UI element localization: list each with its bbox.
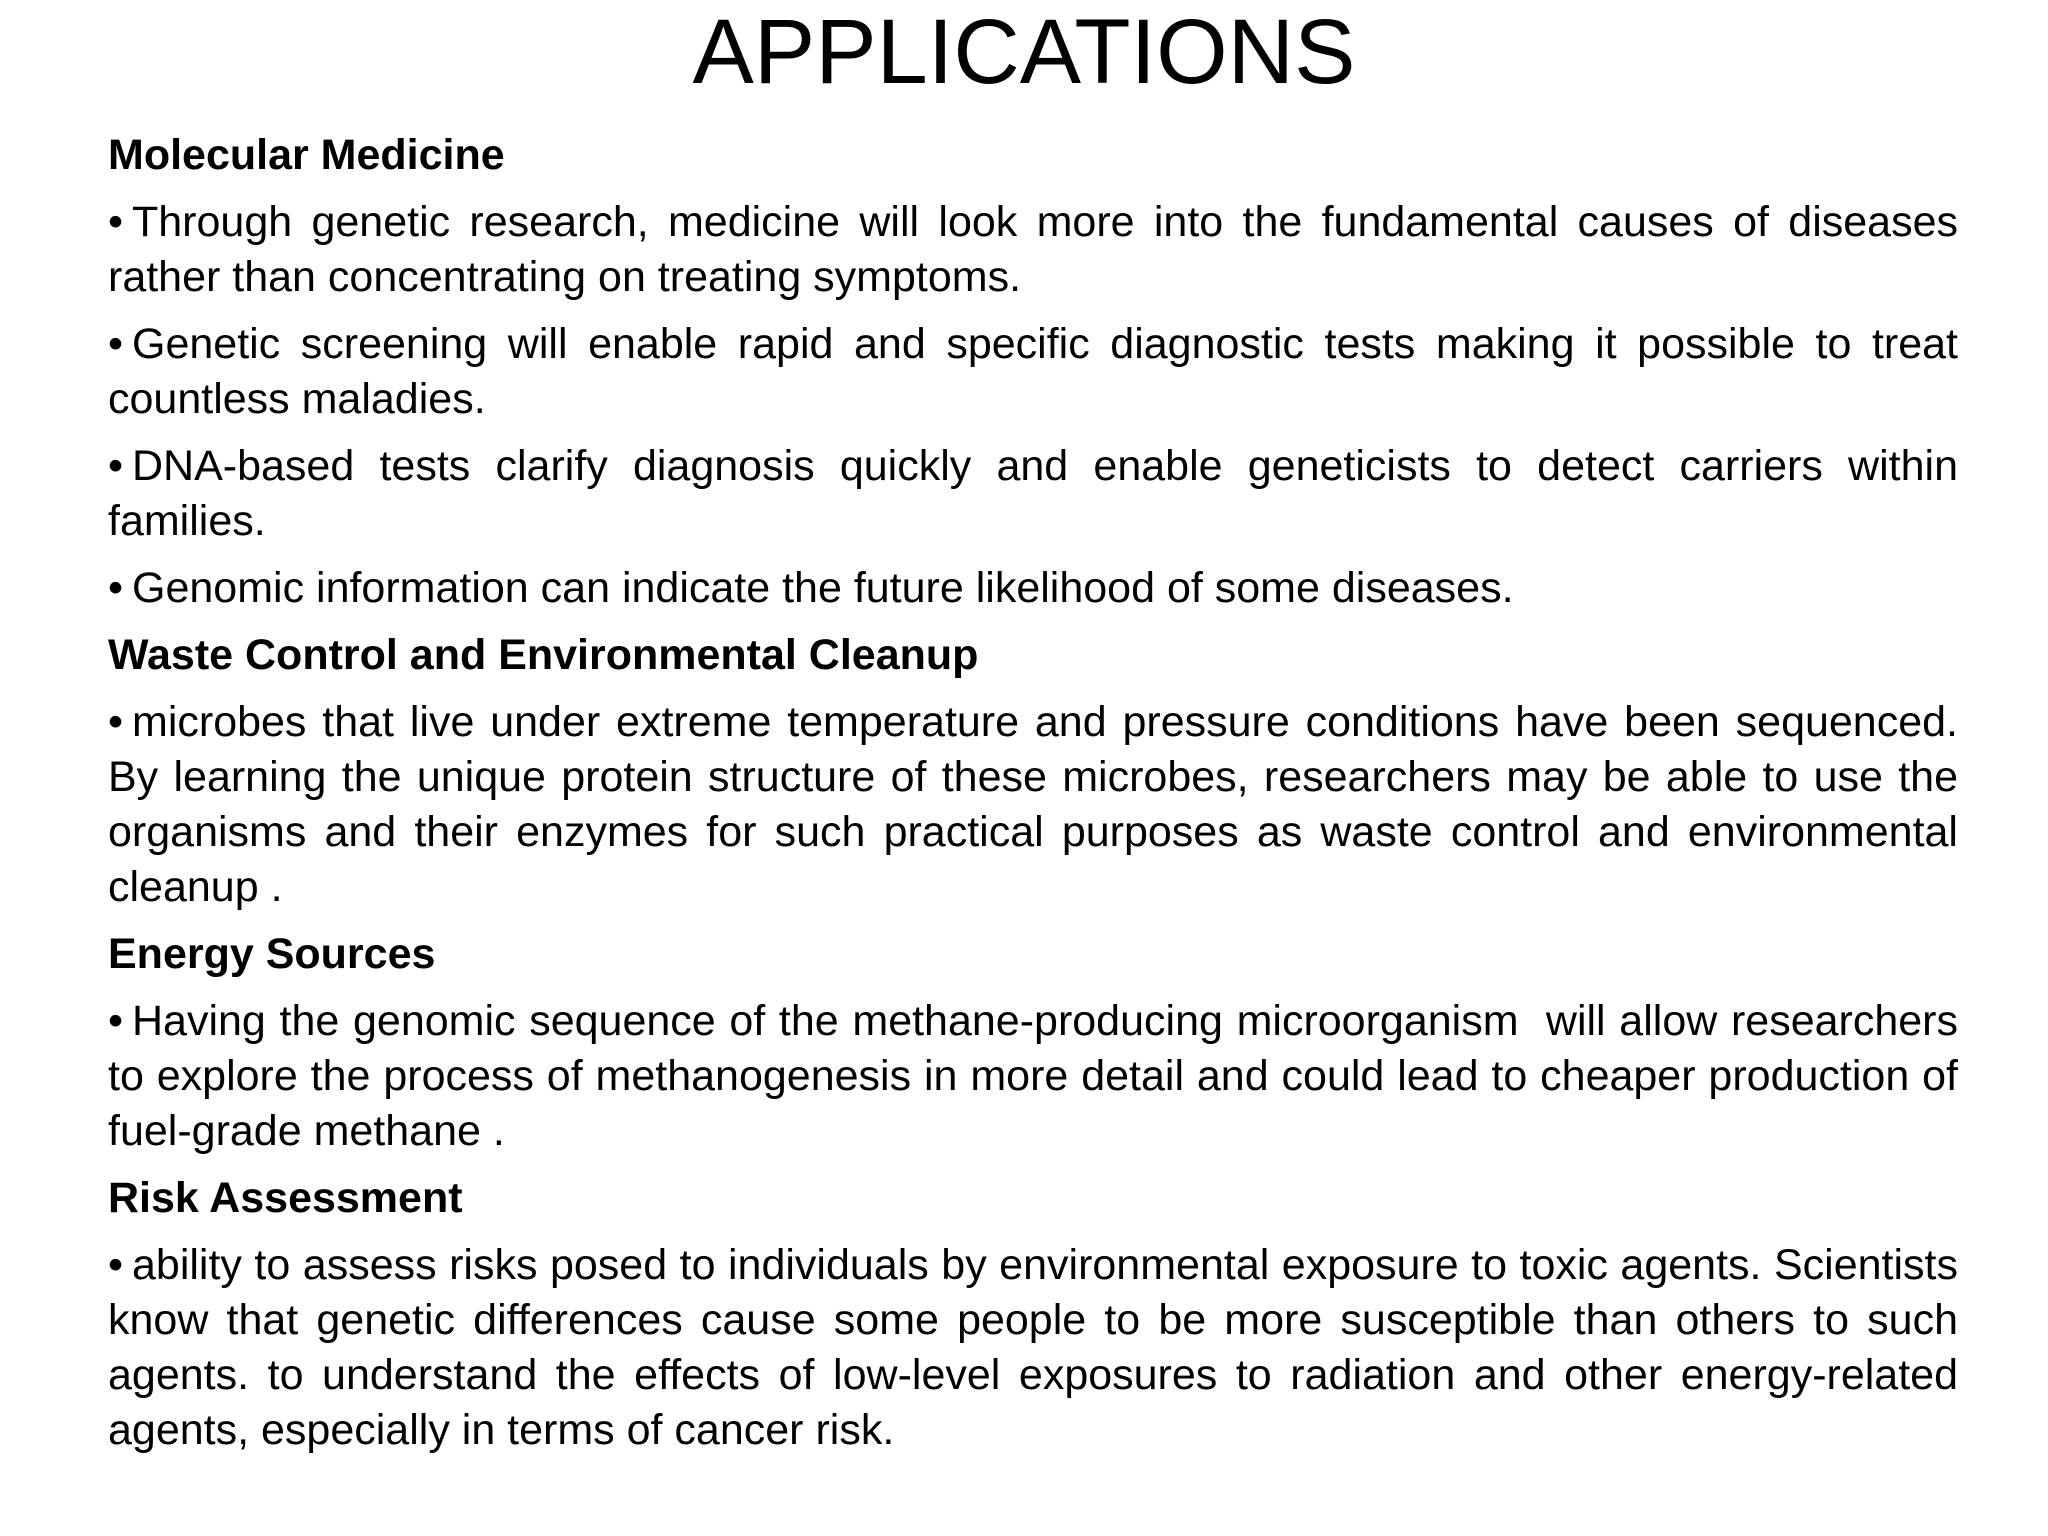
bullet-dot: • — [108, 997, 124, 1045]
bullet-text: microbes that live under extreme temperature and pressure conditions have been sequenced. By learning the unique protein structure of these microbes, researchers may be able to use the organisms and their enzymes for such practical purposes as waste control and environmental cleanup . — [108, 698, 1958, 911]
section-heading-molecular-medicine: Molecular Medicine — [108, 131, 505, 179]
section-heading-waste-control: Waste Control and Environmental Cleanup — [108, 631, 979, 679]
slide-content — [108, 128, 1970, 1470]
section-heading-risk-assessment: Risk Assessment — [108, 1174, 463, 1222]
bullet-dot: • — [108, 442, 124, 490]
bullet-dot: • — [108, 564, 124, 612]
bullet-dot: • — [108, 1241, 124, 1289]
bullet-text: DNA-based tests clarify diagnosis quickly and enable geneticists to detect carriers within families. — [108, 442, 1958, 545]
bullet-text: Genomic information can indicate the future likelihood of some diseases. — [132, 564, 1514, 612]
bullet-text: Genetic screening will enable rapid and specific diagnostic tests making it possible to treat countless maladies. — [108, 320, 1958, 423]
slide-title: APPLICATIONS — [692, 1, 1356, 103]
bullet-item — [108, 695, 1958, 915]
bullet-item — [108, 561, 1958, 616]
bullet-item — [108, 317, 1958, 427]
bullet-dot: • — [108, 320, 124, 368]
bullet-dot: • — [108, 698, 124, 746]
bullet-text: ability to assess risks posed to individuals by environmental exposure to toxic agents. Scientists know that genetic differences cause some people to be more susceptible than others to such agents. to understand the effects of low-level exposures to radiation and other energy-related agents, especially in terms of cancer risk. — [108, 1241, 1958, 1454]
bullet-item — [108, 994, 1970, 1159]
bullet-dot: • — [108, 198, 124, 246]
bullet-item — [108, 195, 1958, 305]
section-heading-energy-sources: Energy Sources — [108, 930, 436, 978]
bullet-text: Through genetic research, medicine will look more into the fundamental causes of diseases rather than concentrating on treating symptoms. — [108, 198, 1958, 301]
bullet-item — [108, 439, 1958, 549]
bullet-item — [108, 1238, 1958, 1458]
bullet-text: Having the genomic sequence of the methane-producing microorganism will allow researchers to explore the process of methanogenesis in more detail and could lead to cheaper production of fuel-grade methane . — [108, 997, 1970, 1155]
